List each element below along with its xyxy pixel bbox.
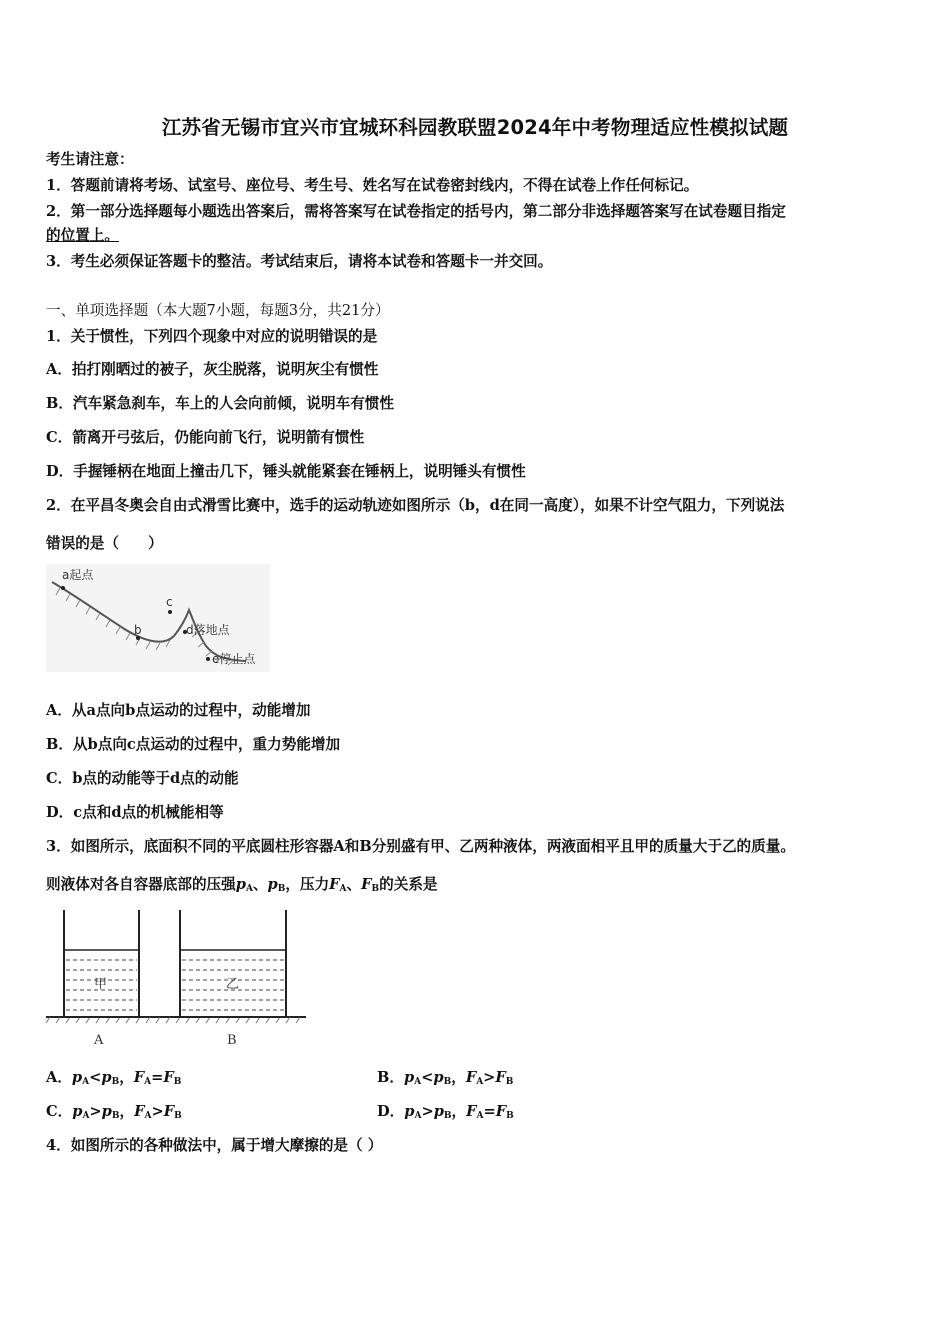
liquid-b-label: 乙 [226, 977, 240, 992]
label-d-landing: d落地点 [186, 623, 230, 637]
notice-item-2: 2．第一部分选择题每小题选出答案后，需将答案写在试卷指定的括号内，第二部分非选择题答案写在试卷题目指定 [46, 203, 786, 220]
question-3-option-b: B．$p_A<p_B$，$F_A>F_B$ [377, 1069, 514, 1087]
label-b: b [134, 623, 142, 637]
container-b-label: B [227, 1033, 237, 1048]
question-3-option-a: A．$p_A<p_B$，$F_A=F_B$ [46, 1069, 182, 1087]
question-2-option-d: D．c点和d点的机械能相等 [46, 804, 224, 821]
label-e-stop: e停止点 [212, 652, 256, 666]
question-1-option-c: C．箭离开弓弦后，仍能向前飞行，说明箭有惯性 [46, 429, 365, 446]
question-2-stem: 2．在平昌冬奥会自由式滑雪比赛中，选手的运动轨迹如图所示（b，d在同一高度），如果不计空气阻力，下列说法 [46, 497, 785, 514]
label-c: c [166, 595, 173, 609]
notice-item-3: 3．考生必须保证答题卡的整洁。考试结束后，请将本试卷和答题卡一并交回。 [46, 253, 553, 270]
question-3-option-c: C．$p_A>p_B$，$F_A>F_B$ [46, 1103, 182, 1121]
section-heading: 一、单项选择题（本大题7小题，每题3分，共21分） [46, 302, 390, 319]
question-2-stem-cont: 错误的是（ ） [46, 535, 163, 552]
question-2-option-c: C．b点的动能等于d点的动能 [46, 770, 239, 787]
question-3-stem: 3．如图所示，底面积不同的平底圆柱形容器A和B分别盛有甲、乙两种液体，两液面相平且甲的质量大于乙的质量。 [46, 838, 795, 855]
question-3-option-d: D．$p_A>p_B$，$F_A=F_B$ [377, 1103, 514, 1121]
question-4-stem: 4．如图所示的各种做法中，属于增大摩擦的是（ ） [46, 1137, 383, 1154]
notice-heading: 考生请注意： [46, 151, 134, 168]
container-a-label: A [94, 1033, 104, 1048]
containers-figure [46, 906, 310, 1052]
notice-item-1: 1．答题前请将考场、试室号、座位号、考生号、姓名写在试卷密封线内，不得在试卷上作任何标记。 [46, 177, 699, 194]
question-1-option-d: D．手握锤柄在地面上撞击几下，锤头就能紧套在锤柄上，说明锤头有惯性 [46, 463, 526, 480]
question-1-stem: 1．关于惯性，下列四个现象中对应的说明错误的是 [46, 328, 378, 345]
ski-trajectory-figure [46, 564, 270, 672]
question-3-stem-cont: 则液体对各自容器底部的压强$p_A$、$p_B$，压力$F_A$、$F_B$的关系是 [46, 876, 438, 894]
page-title: 江苏省无锡市宜兴市宜城环科园教联盟2024年中考物理适应性模拟试题 [161, 116, 789, 139]
liquid-a-label: 甲 [94, 977, 108, 992]
question-1-option-a: A．拍打刚晒过的被子，灰尘脱落，说明灰尘有惯性 [46, 361, 379, 378]
notice-item-2-cont: 的位置上。 [46, 227, 119, 244]
question-2-option-b: B．从b点向c点运动的过程中，重力势能增加 [46, 736, 341, 753]
label-a-start: a起点 [62, 568, 94, 582]
question-2-option-a: A．从a点向b点运动的过程中，动能增加 [46, 702, 311, 719]
question-1-option-b: B．汽车紧急刹车，车上的人会向前倾，说明车有惯性 [46, 395, 394, 412]
